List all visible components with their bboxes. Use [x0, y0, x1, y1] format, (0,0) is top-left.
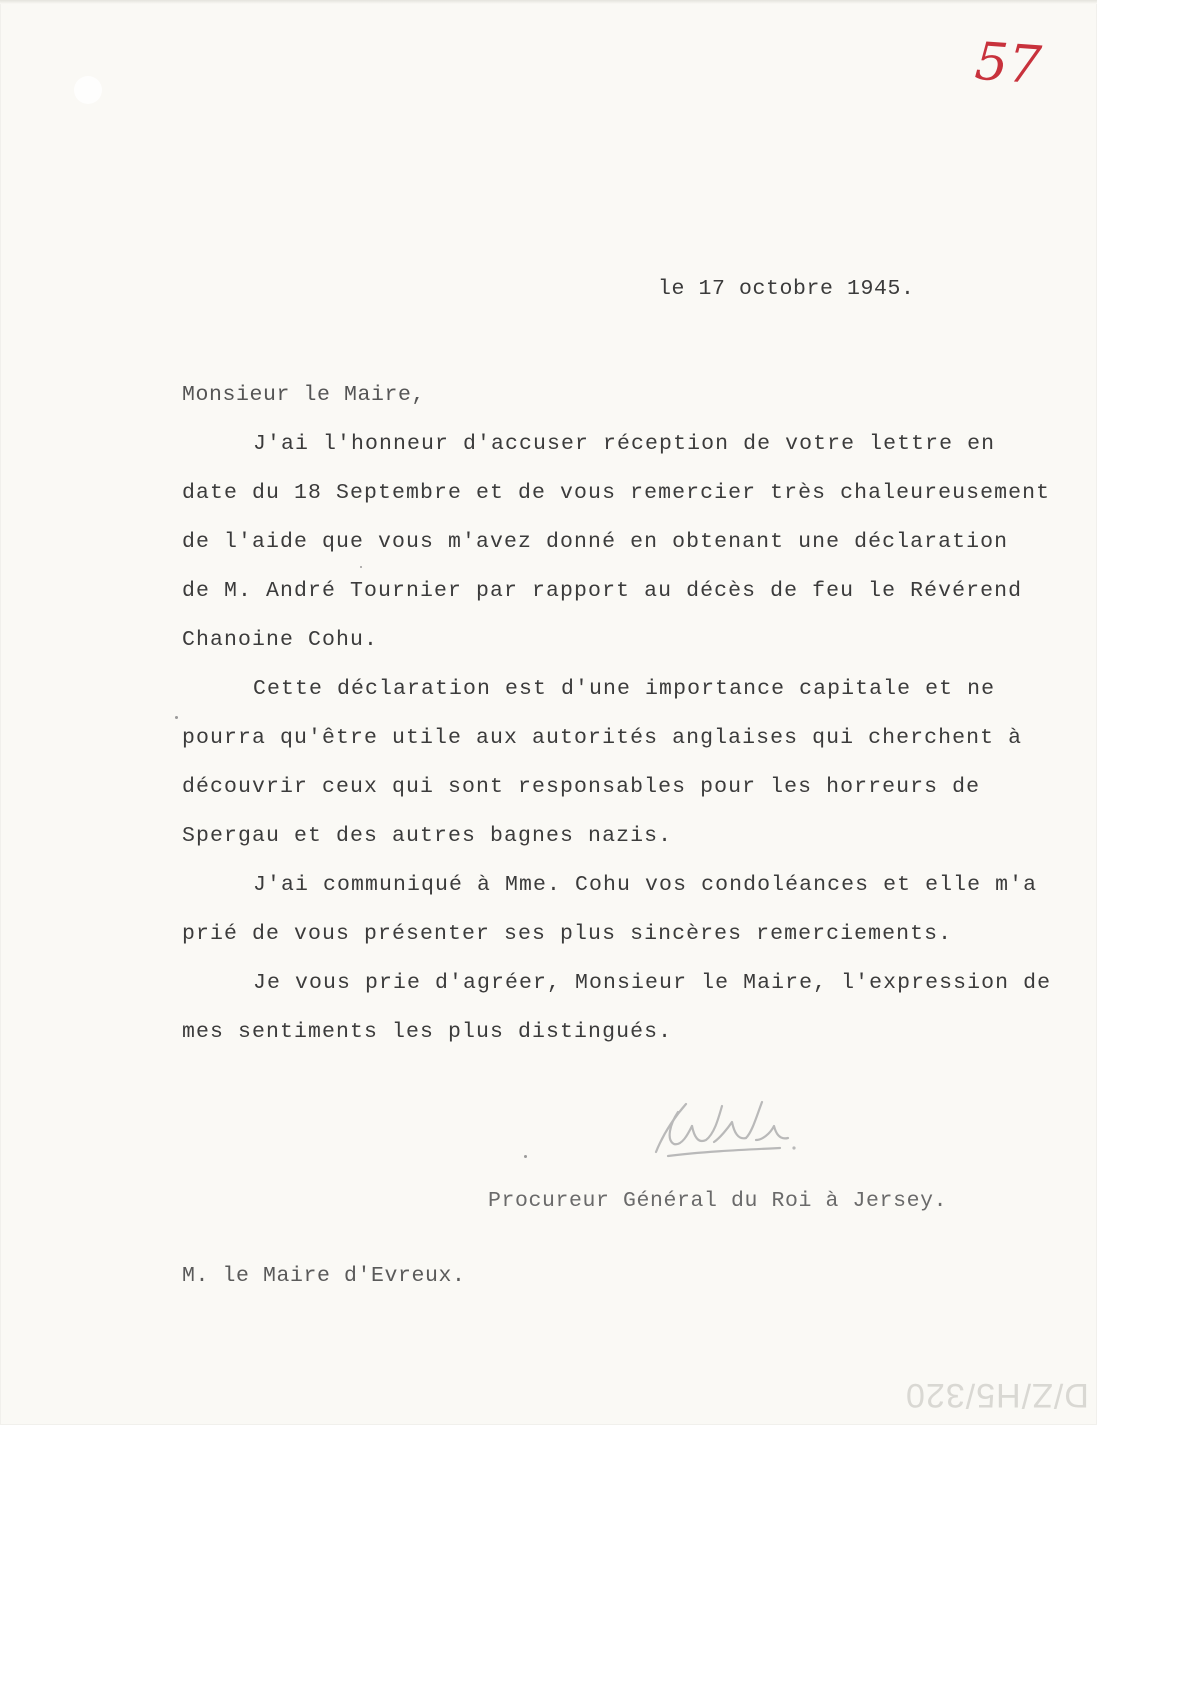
body-line: Je vous prie d'agréer, Monsieur le Maire, l'expression de — [253, 971, 1052, 995]
body-line: de l'aide que vous m'avez donné en obtenant une déclaration — [182, 530, 1009, 554]
body-line: Spergau et des autres bagnes nazis. — [182, 824, 673, 848]
body-line: J'ai communiqué à Mme. Cohu vos condoléances et elle m'a — [253, 873, 1038, 897]
letter-date: le 17 octobre 1945. — [658, 277, 915, 301]
paper-speck — [360, 566, 362, 568]
punch-hole — [74, 76, 102, 104]
paper-top-edge — [0, 0, 1097, 4]
body-line: Cette déclaration est d'une importance capitale et ne — [253, 677, 996, 701]
paper-speck — [524, 1155, 527, 1158]
body-line: mes sentiments les plus distingués. — [182, 1020, 673, 1044]
body-line: pourra qu'être utile aux autorités anglaises qui cherchent à — [182, 726, 1023, 750]
folio-number: 57 — [972, 31, 1044, 97]
addressee: M. le Maire d'Evreux. — [182, 1264, 466, 1288]
handwritten-signature — [648, 1082, 798, 1162]
archive-reference-stamp: D/Z/H5/320 — [905, 1376, 1089, 1414]
body-line: prié de vous présenter ses plus sincères remerciements. — [182, 922, 953, 946]
body-line: date du 18 Septembre et de vous remercier très chaleureusement — [182, 481, 1051, 505]
body-line: de M. André Tournier par rapport au décès de feu le Révérend — [182, 579, 1023, 603]
salutation: Monsieur le Maire, — [182, 383, 426, 407]
body-line: J'ai l'honneur d'accuser réception de votre lettre en — [253, 432, 996, 456]
body-line: découvrir ceux qui sont responsables pour les horreurs de — [182, 775, 981, 799]
body-line: Chanoine Cohu. — [182, 628, 379, 652]
signatory-title: Procureur Général du Roi à Jersey. — [488, 1189, 948, 1213]
paper-speck — [175, 716, 178, 719]
